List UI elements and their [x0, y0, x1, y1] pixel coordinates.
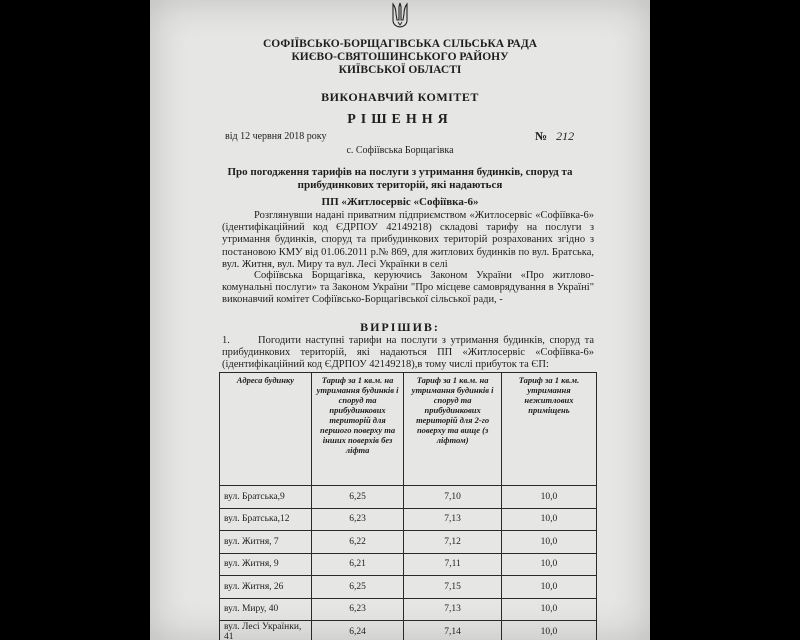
address-cell: вул. Житня, 26: [220, 576, 312, 599]
tariff-no-lift-cell: 6,22: [311, 531, 403, 554]
subject-heading: [150, 166, 650, 192]
tariff-lift-cell: 7,12: [404, 531, 502, 554]
tariff-no-lift-cell: 6,21: [311, 553, 403, 576]
tariff-lift-cell: 7,13: [404, 598, 502, 621]
table-row: [220, 576, 597, 599]
document-page: [150, 0, 650, 640]
tariff-no-lift-cell: 6,23: [311, 508, 403, 531]
subject-line-2: прибудинкових територій, які надаються: [297, 179, 503, 191]
tariff-nonresidential-cell: 10,0: [501, 576, 596, 599]
council-header: [150, 38, 650, 77]
table-row: [220, 486, 597, 509]
tariff-lift-cell: 7,15: [404, 576, 502, 599]
header-tariff-no-lift: Тариф за 1 кв.м. на утримання будинків і споруд та прибудинкових територій для першого поверху та інших поверхів без ліфта: [311, 373, 403, 486]
council-name: СОФІЇВСЬКО-БОРЩАГІВСЬКА СІЛЬСЬКА РАДА: [262, 38, 538, 50]
paragraph-1: Розглянувши надані приватним підприємством «Житлосервіс «Софіївка-6» (ідентифікаційний код ЄДРПОУ 42149218) складові тарифу на послуги з утримання будинків, споруд та прибудинкових територій розрахованих згідно з постановою КМУ від 01.06.2011 р.№ 869, для житлових будинків по вул. Братська, вул. Житня, вул. Миру та вул. Лесі Українки в селі: [222, 210, 594, 270]
tariff-nonresidential-cell: 10,0: [501, 553, 596, 576]
address-cell: вул. Миру, 40: [220, 598, 312, 621]
tariff-no-lift-cell: 6,25: [311, 486, 403, 509]
header-tariff-nonresidential: Тариф за 1 кв.м. утримання нежитлових приміщень: [501, 373, 596, 486]
subject-line-1: Про погодження тарифів на послуги з утримання будинків, споруд та: [227, 166, 573, 178]
tariff-nonresidential-cell: 10,0: [501, 486, 596, 509]
table-row: [220, 598, 597, 621]
committee-title: ВИКОНАВЧИЙ КОМІТЕТ: [321, 90, 479, 104]
number-value: 212: [556, 129, 575, 143]
address-cell: вул. Братська,12: [220, 508, 312, 531]
tariff-nonresidential-cell: 10,0: [501, 598, 596, 621]
tariff-lift-cell: 7,11: [404, 553, 502, 576]
item-1-text: Погодити наступні тарифи на послуги з утримання будинків, споруд та прибудинкових територій, які надаються ПП «Житлосервіс «Софіївка-6» (ідентифікаційний код ЄДРПОУ 42149218),в тому числі прибуток та ЄП:: [222, 335, 594, 371]
council-district: КИЄВО-СВЯТОШИНСЬКОГО РАЙОНУ: [291, 51, 509, 63]
subject-line-3: ПП «Житлосервіс «Софіївка-6»: [321, 196, 479, 208]
table-row: [220, 553, 597, 576]
tariff-lift-cell: 7,10: [404, 486, 502, 509]
tariff-nonresidential-cell: 10,0: [501, 531, 596, 554]
decision-date: від 12 червня 2018 року: [225, 131, 327, 142]
header-address: Адреса будинку: [220, 373, 312, 486]
header-tariff-lift: Тариф за 1 кв.м. на утримання будинків і споруд та прибудинкових територій для 2-го поверху та вище (з ліфтом): [404, 373, 502, 486]
item-1-number: 1.: [222, 335, 230, 346]
decision-number: [535, 129, 574, 144]
address-cell: вул. Лесі Українки, 41: [220, 621, 312, 640]
item-1: [222, 335, 594, 372]
decision-title: РІШЕННЯ: [347, 112, 453, 127]
tariff-nonresidential-cell: 10,0: [501, 621, 596, 640]
paragraph-2: Софіївська Борщагівка, керуючись Законом України «Про житлово-комунальні послуги» та Законом України "Про місцеве самоврядування в Україні" виконавчий комітет Софіївсько-Борщагівської сільської ради, -: [222, 270, 594, 306]
table-row: [220, 621, 597, 640]
tariff-lift-cell: 7,14: [404, 621, 502, 640]
address-cell: вул. Житня, 9: [220, 553, 312, 576]
number-label: №: [535, 129, 548, 143]
tariff-no-lift-cell: 6,23: [311, 598, 403, 621]
resolved-heading: ВИРІШИВ:: [360, 320, 440, 334]
table-header-row: [220, 373, 597, 486]
tariff-no-lift-cell: 6,25: [311, 576, 403, 599]
address-cell: вул. Житня, 7: [220, 531, 312, 554]
trident-emblem-icon: [391, 2, 409, 28]
table-row: [220, 508, 597, 531]
council-region: КИЇВСЬКОЇ ОБЛАСТІ: [338, 64, 462, 76]
table-row: [220, 531, 597, 554]
tariff-table: [219, 372, 597, 640]
tariff-nonresidential-cell: 10,0: [501, 508, 596, 531]
tariff-no-lift-cell: 6,24: [311, 621, 403, 640]
tariff-lift-cell: 7,13: [404, 508, 502, 531]
village-name: с. Софіївська Борщагівка: [346, 145, 454, 156]
address-cell: вул. Братська,9: [220, 486, 312, 509]
